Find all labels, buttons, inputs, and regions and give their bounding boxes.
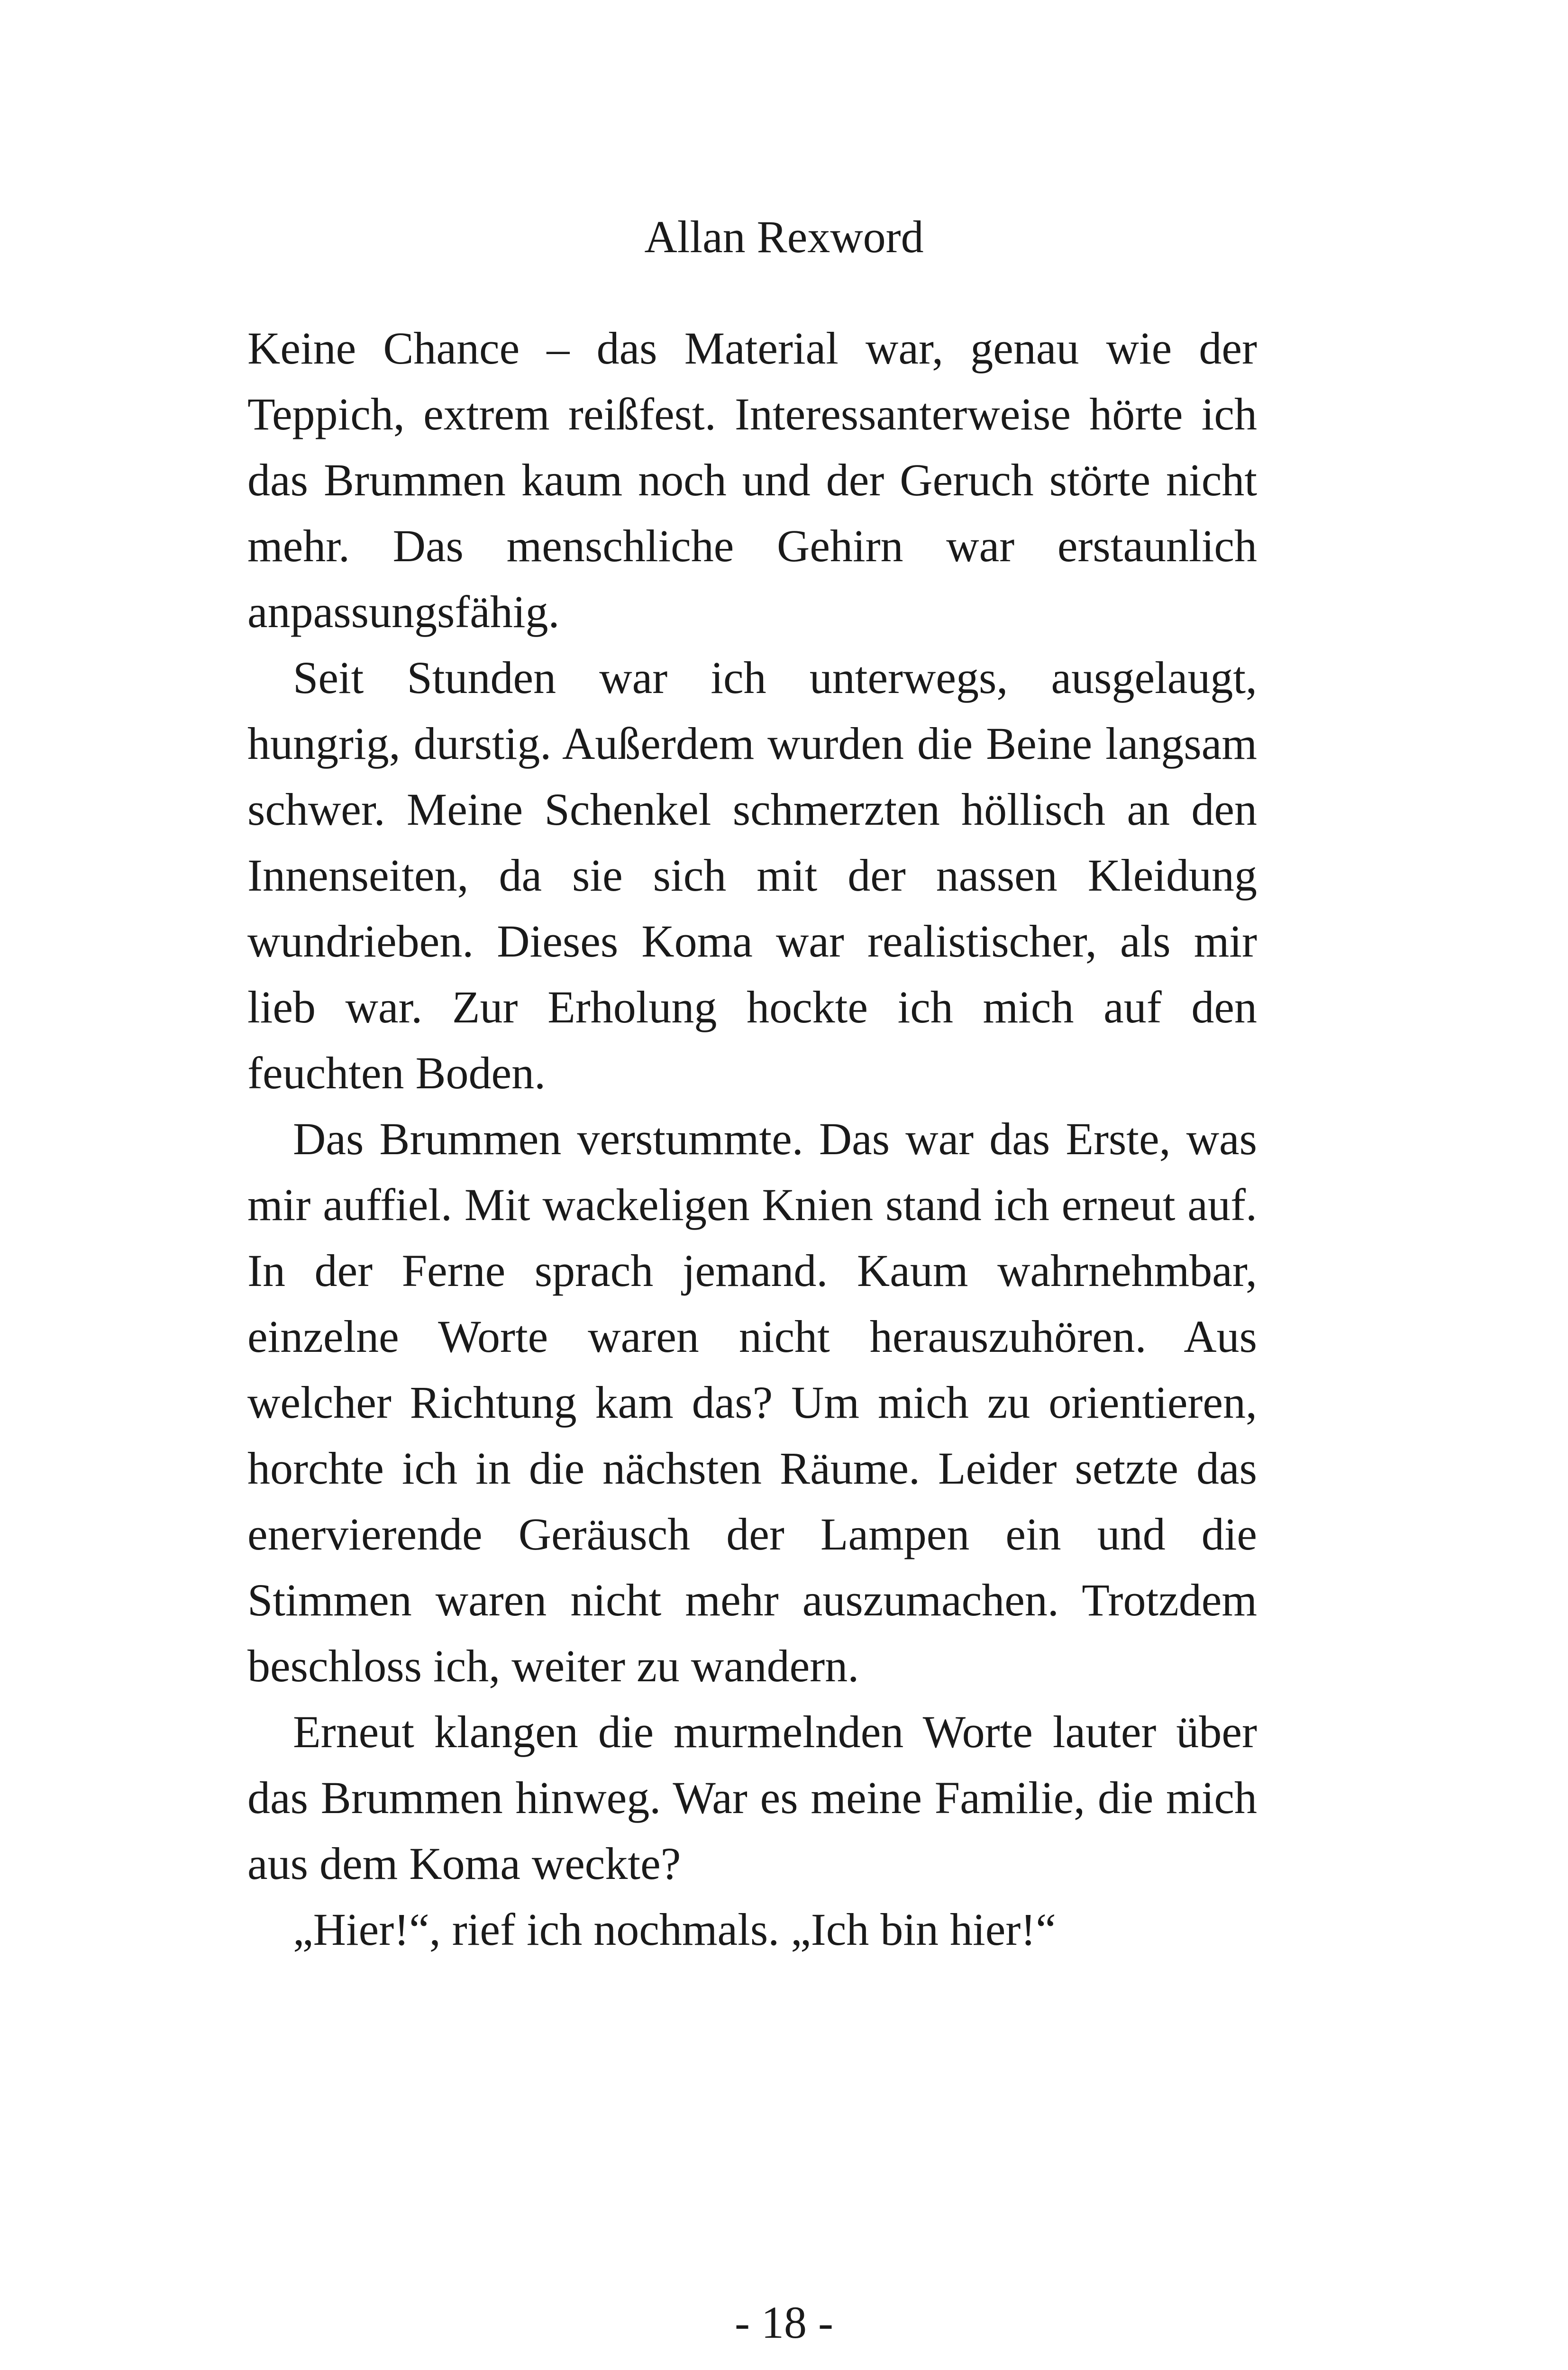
running-header-author: Allan Rexword [644, 211, 924, 262]
paragraph-5: „Hier!“, rief ich nochmals. „Ich bin hier!“ [293, 1904, 1056, 1955]
paragraph-2: Seit Stunden war ich unterwegs, ausgelaugt, hungrig, durstig. Außerdem wurden die Beine langsam schwer. Meine Schenkel schmerzten höllisch an den Innenseiten, da sie sich mit der nassen Kleidung wundrieben. Dieses Koma war realistischer, als mir lieb war. Zur Erholung hockte ich mich auf den feuchten Boden. [247, 652, 1257, 1098]
paragraph-3: Das Brummen verstummte. Das war das Erste, was mir auffiel. Mit wackeligen Knien stand ich erneut auf. In der Ferne sprach jemand. Kaum wahrnehmbar, einzelne Worte waren nicht herauszuhören. Aus welcher Richtung kam das? Um mich zu orientieren, horchte ich in die nächsten Räume. Leider setzte das enervierende Geräusch der Lampen ein und die Stimmen waren nicht mehr auszumachen. Trotzdem beschloss ich, weiter zu wandern. [247, 1113, 1257, 1691]
paragraph-4: Erneut klangen die murmelnden Worte lauter über das Brummen hinweg. War es meine Familie, die mich aus dem Koma weckte? [247, 1706, 1257, 1889]
page-number: - 18 - [735, 2297, 833, 2348]
body-text [247, 315, 1257, 1962]
paragraph-1: Keine Chance – das Material war, genau wie der Teppich, extrem reißfest. Interessanterweise hörte ich das Brummen kaum noch und der Geruch störte nicht mehr. Das menschliche Gehirn war erstaunlich anpassungsfähig. [247, 323, 1257, 637]
